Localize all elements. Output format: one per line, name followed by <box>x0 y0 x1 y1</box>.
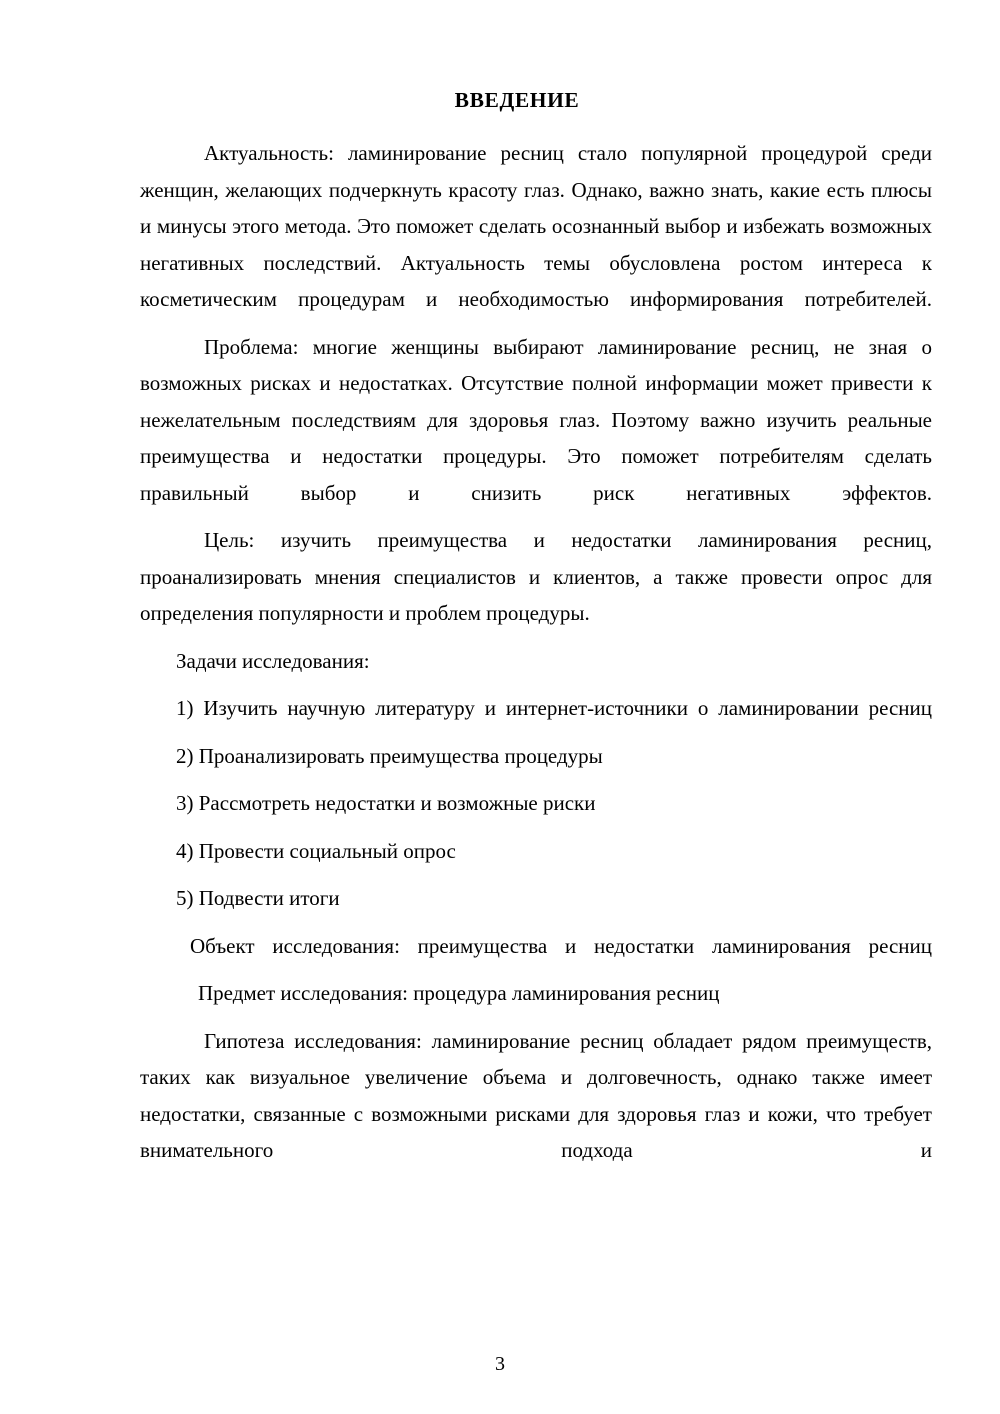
task-item-5: 5) Подвести итоги <box>176 886 340 910</box>
task-item-3: 3) Рассмотреть недостатки и возможные риски <box>176 791 596 815</box>
paragraph-spacer <box>140 917 932 928</box>
paragraph-object: Объект исследования: преимущества и недостатки ламинирования ресниц <box>190 933 932 958</box>
task-item-2: 2) Проанализировать преимущества процедуры <box>176 743 603 768</box>
paragraph-spacer <box>140 727 932 738</box>
paragraph-spacer <box>140 511 932 522</box>
task-item-1: 1) Изучить научную литературу и интернет-источники о ламинировании ресниц <box>176 696 932 720</box>
paragraph-spacer <box>140 679 932 690</box>
task-item-4: 4) Провести социальный опрос <box>176 838 456 863</box>
page-number: 3 <box>495 1353 505 1375</box>
paragraph-spacer <box>140 822 932 833</box>
tasks-heading: Задачи исследования: <box>176 648 370 673</box>
page-title: ВВЕДЕНИЕ <box>454 88 580 112</box>
paragraph-spacer <box>140 869 932 880</box>
paragraph-hypothesis: Гипотеза исследования: ламинирование ресниц обладает рядом преимуществ, таких как визуальное увеличение объема и долговечность, однако также имеет недостатки, связанные с возможными рисками для здоровья глаз и кожи, что требует внимательного подхода и <box>140 1028 932 1162</box>
paragraph-subject: Предмет исследования: процедура ламинирования ресниц <box>198 981 720 1005</box>
paragraph-spacer <box>140 632 932 643</box>
paragraph-spacer <box>140 964 932 975</box>
paragraph-spacer <box>140 774 932 785</box>
paragraph-problem: Проблема: многие женщины выбирают ламинирование ресниц, не зная о возможных рисках и недостатках. Отсутствие полной информации может привести к нежелательным последствиям для здоровья глаз. Поэтому важно изучить реальные преимущества и недостатки процедуры. Это поможет потребителям сделать правильный выбор и снизить риск негативных эффектов. <box>140 334 932 505</box>
paragraph-relevance: Актуальность: ламинирование ресниц стало популярной процедурой среди женщин, желающих подчеркнуть красоту глаз. Однако, важно знать, какие есть плюсы и минусы этого метода. Это поможет сделать осознанный выбор и избежать возможных негативных последствий. Актуальность темы обусловлена ростом интереса к косметическим процедурам и необходимостью информирования потребителей. <box>140 141 932 311</box>
paragraph-spacer <box>140 318 932 329</box>
paragraph-goal: Цель: изучить преимущества и недостатки ламинирования ресниц, проанализировать мнения специалистов и клиентов, а также провести опрос для определения популярности и проблем процедуры. <box>140 528 932 625</box>
paragraph-spacer <box>140 1012 932 1023</box>
